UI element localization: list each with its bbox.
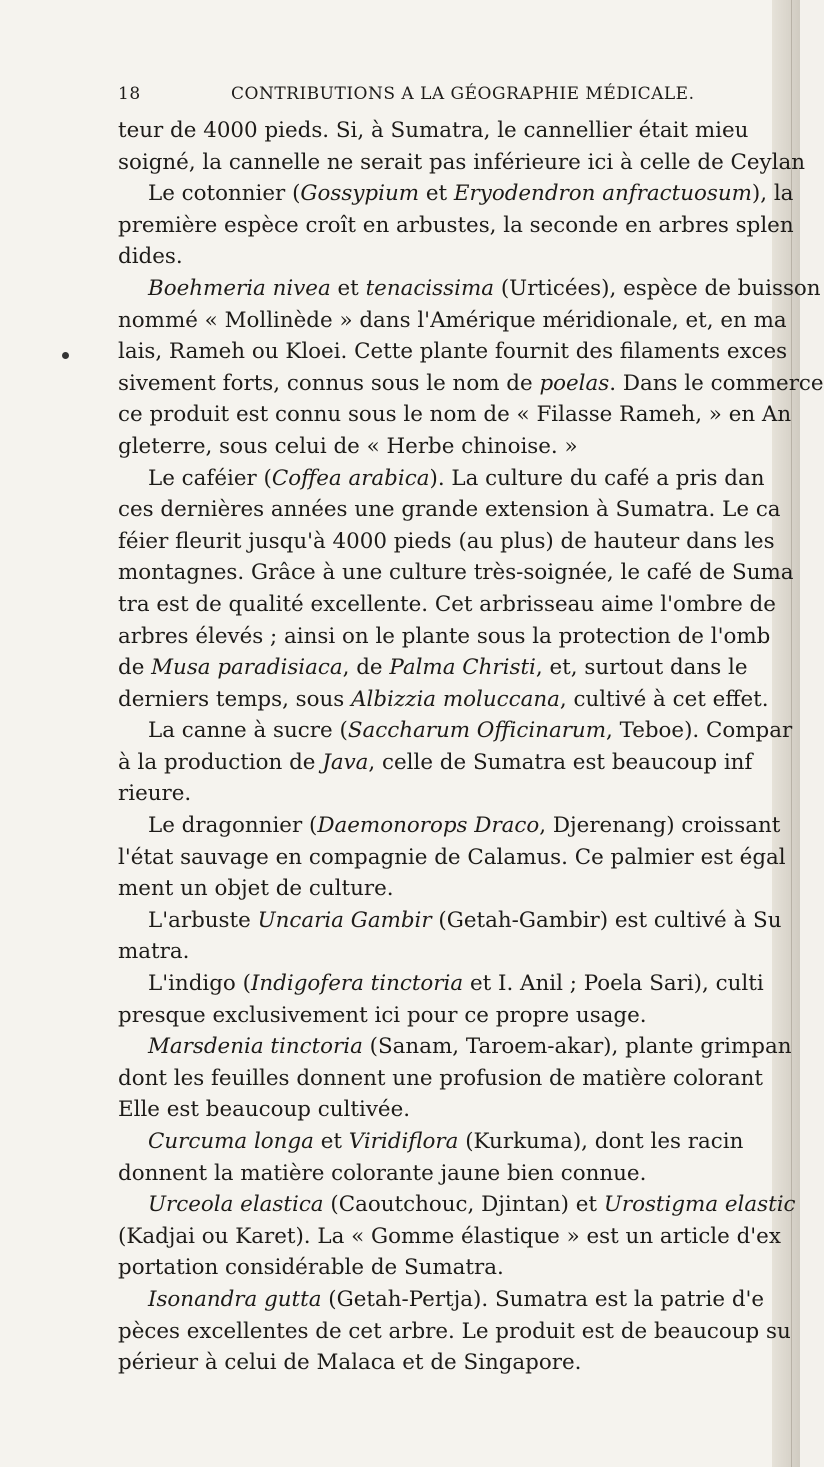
- text-run: à la production de: [118, 749, 323, 775]
- text-run: , et, surtout dans le: [535, 655, 748, 681]
- text-run: ce produit est connu sous le nom de « Filasse Rameh, » en An: [118, 402, 792, 428]
- italic-term: Urostigma elastic: [603, 1192, 796, 1218]
- text-line: [118, 399, 794, 431]
- text-run: de: [118, 655, 152, 681]
- text-run: . Dans le commerce: [609, 370, 824, 396]
- text-line: [118, 1284, 794, 1316]
- text-run: (Kadjai ou Karet). La « Gomme élastique » est un article d'ex: [118, 1223, 781, 1249]
- italic-term: tenacissima: [365, 275, 495, 301]
- text-run: teur de 4000 pieds. Si, à Sumatra, le cannellier était mieu: [118, 118, 749, 143]
- text-run: ment un objet de culture.: [118, 876, 394, 902]
- text-run: gleterre, sous celui de « Herbe chinoise. »: [118, 433, 578, 459]
- text-run: (Kurkuma), dont les racin: [458, 1129, 744, 1154]
- text-line: [118, 589, 794, 621]
- text-line: [118, 842, 794, 874]
- text-line: [118, 494, 794, 526]
- margin-mark: [62, 352, 69, 359]
- text-run: , celle de Sumatra est beaucoup inf: [368, 749, 753, 775]
- text-run: donnent la matière colorante jaune bien connue.: [118, 1160, 647, 1186]
- text-line: [118, 368, 824, 400]
- text-line: [118, 747, 794, 779]
- text-run: (Getah-Gambir) est cultivé à Su: [431, 907, 782, 933]
- italic-term: Curcuma longa: [148, 1129, 314, 1154]
- text-line: [118, 652, 794, 684]
- text-run: nommé « Mollinède » dans l'Amérique méridionale, et, en ma: [118, 307, 787, 333]
- italic-term: Marsdenia tinctoria: [148, 1034, 363, 1060]
- text-run: (Getah-Pertja). Sumatra est la patrie d'e: [321, 1286, 765, 1312]
- text-run: ), la: [751, 181, 794, 207]
- text-run: presque exclusivement ici pour ce propre usage.: [118, 1002, 647, 1028]
- text-run: tra est de qualité excellente. Cet arbrisseau aime l'ombre de: [118, 591, 776, 617]
- italic-term: Musa paradisiaca: [151, 655, 343, 681]
- text-run: et: [313, 1129, 349, 1154]
- text-run: dides.: [118, 244, 183, 270]
- italic-term: Saccharum Officinarum: [347, 718, 606, 744]
- text-line: [118, 178, 794, 210]
- text-run: Le cotonnier (: [148, 181, 301, 207]
- text-line: [118, 210, 794, 242]
- text-line: [118, 778, 794, 810]
- text-run: première espèce croît en arbustes, la seconde en arbres splen: [118, 212, 794, 238]
- italic-term: Urceola elastica: [148, 1192, 324, 1218]
- text-run: , de: [342, 655, 390, 681]
- text-line: [118, 936, 794, 968]
- text-line: [118, 1126, 794, 1158]
- italic-term: Isonandra gutta: [148, 1286, 322, 1312]
- text-line: [118, 684, 794, 716]
- text-run: lais, Rameh ou Kloei. Cette plante fournit des filaments exces: [118, 339, 788, 365]
- text-run: et: [419, 181, 454, 207]
- text-run: l'état sauvage en compagnie de Calamus. Ce palmier est égal: [118, 844, 786, 870]
- text-line: [118, 968, 794, 1000]
- italic-term: Albizzia moluccana: [351, 686, 560, 712]
- text-line: [118, 557, 794, 589]
- italic-term: Gossypium: [300, 181, 420, 207]
- text-run: Le dragonnier (: [148, 813, 318, 839]
- text-run: (Caoutchouc, Djintan) et: [323, 1192, 604, 1218]
- text-run: ces dernières années une grande extension à Sumatra. Le ca: [118, 497, 781, 523]
- text-run: derniers temps, sous: [118, 686, 352, 712]
- text-line: [118, 1316, 794, 1348]
- text-run: (Urticées), espèce de buisson: [494, 275, 821, 301]
- italic-term: Uncaria Gambir: [257, 907, 432, 933]
- text-run: arbres élevés ; ainsi on le plante sous la protection de l'omb: [118, 623, 771, 649]
- text-run: montagnes. Grâce à une culture très-soignée, le café de Suma: [118, 560, 794, 586]
- text-run: dont les feuilles donnent une profusion de matière colorant: [118, 1065, 763, 1091]
- text-line: [118, 147, 806, 179]
- text-run: féier fleurit jusqu'à 4000 pieds (au plus) de hauteur dans les: [118, 528, 775, 554]
- text-run: , cultivé à cet effet.: [559, 686, 769, 712]
- text-line: [118, 336, 794, 368]
- text-run: rieure.: [118, 781, 192, 807]
- text-run: soigné, la cannelle ne serait pas inférieure ici à celle de Ceylan: [118, 149, 806, 175]
- italic-term: Daemonorops Draco: [317, 813, 540, 839]
- text-line: [118, 115, 794, 147]
- text-line: [118, 1031, 794, 1063]
- page-number: 18: [118, 84, 141, 104]
- text-run: sivement forts, connus sous le nom de: [118, 370, 540, 396]
- text-run: , Djerenang) croissant: [539, 813, 781, 839]
- running-title: CONTRIBUTIONS A LA GÉOGRAPHIE MÉDICALE.: [231, 84, 695, 104]
- italic-term: Coffea arabica: [271, 465, 430, 491]
- text-run: Le caféier (: [148, 465, 272, 491]
- text-run: , Teboe). Compar: [605, 718, 793, 744]
- text-run: ). La culture du café a pris dan: [429, 465, 765, 491]
- text-run: L'arbuste: [148, 907, 258, 933]
- text-run: périeur à celui de Malaca et de Singapore.: [118, 1350, 582, 1376]
- text-line: [118, 1252, 794, 1284]
- running-header: [118, 84, 778, 110]
- italic-term: Java: [322, 749, 369, 775]
- text-line: [118, 810, 794, 842]
- text-run: matra.: [118, 939, 190, 965]
- text-line: [118, 621, 794, 653]
- italic-term: poelas: [539, 370, 610, 396]
- text-run: pèces excellentes de cet arbre. Le produit est de beaucoup su: [118, 1318, 791, 1344]
- text-line: [118, 273, 821, 305]
- text-line: [118, 1158, 794, 1190]
- italic-term: Eryodendron anfractuosum: [453, 181, 752, 207]
- text-line: [118, 1347, 794, 1379]
- text-run: Elle est beaucoup cultivée.: [118, 1097, 411, 1123]
- text-run: et: [330, 275, 366, 301]
- text-run: (Sanam, Taroem-akar), plante grimpan: [362, 1034, 792, 1060]
- italic-term: Indigofera tinctoria: [250, 971, 464, 997]
- text-line: [118, 715, 794, 747]
- text-line: [118, 526, 794, 558]
- text-line: [118, 431, 794, 463]
- text-line: [118, 1063, 794, 1095]
- body-text: [118, 115, 824, 1379]
- text-line: [118, 905, 794, 937]
- text-line: [118, 873, 794, 905]
- text-run: et I. Anil ; Poela Sari), culti: [463, 971, 764, 997]
- italic-term: Viridiflora: [348, 1129, 459, 1154]
- italic-term: Boehmeria nivea: [148, 275, 331, 301]
- text-line: [118, 1189, 794, 1221]
- italic-term: Palma Christi: [389, 655, 536, 681]
- text-run: L'indigo (: [148, 971, 251, 997]
- text-line: [118, 463, 794, 495]
- text-run: La canne à sucre (: [148, 718, 348, 744]
- text-line: [118, 305, 794, 337]
- text-line: [118, 1000, 794, 1032]
- text-line: [118, 241, 794, 273]
- text-line: [118, 1221, 794, 1253]
- text-run: portation considérable de Sumatra.: [118, 1255, 504, 1281]
- text-line: [118, 1094, 794, 1126]
